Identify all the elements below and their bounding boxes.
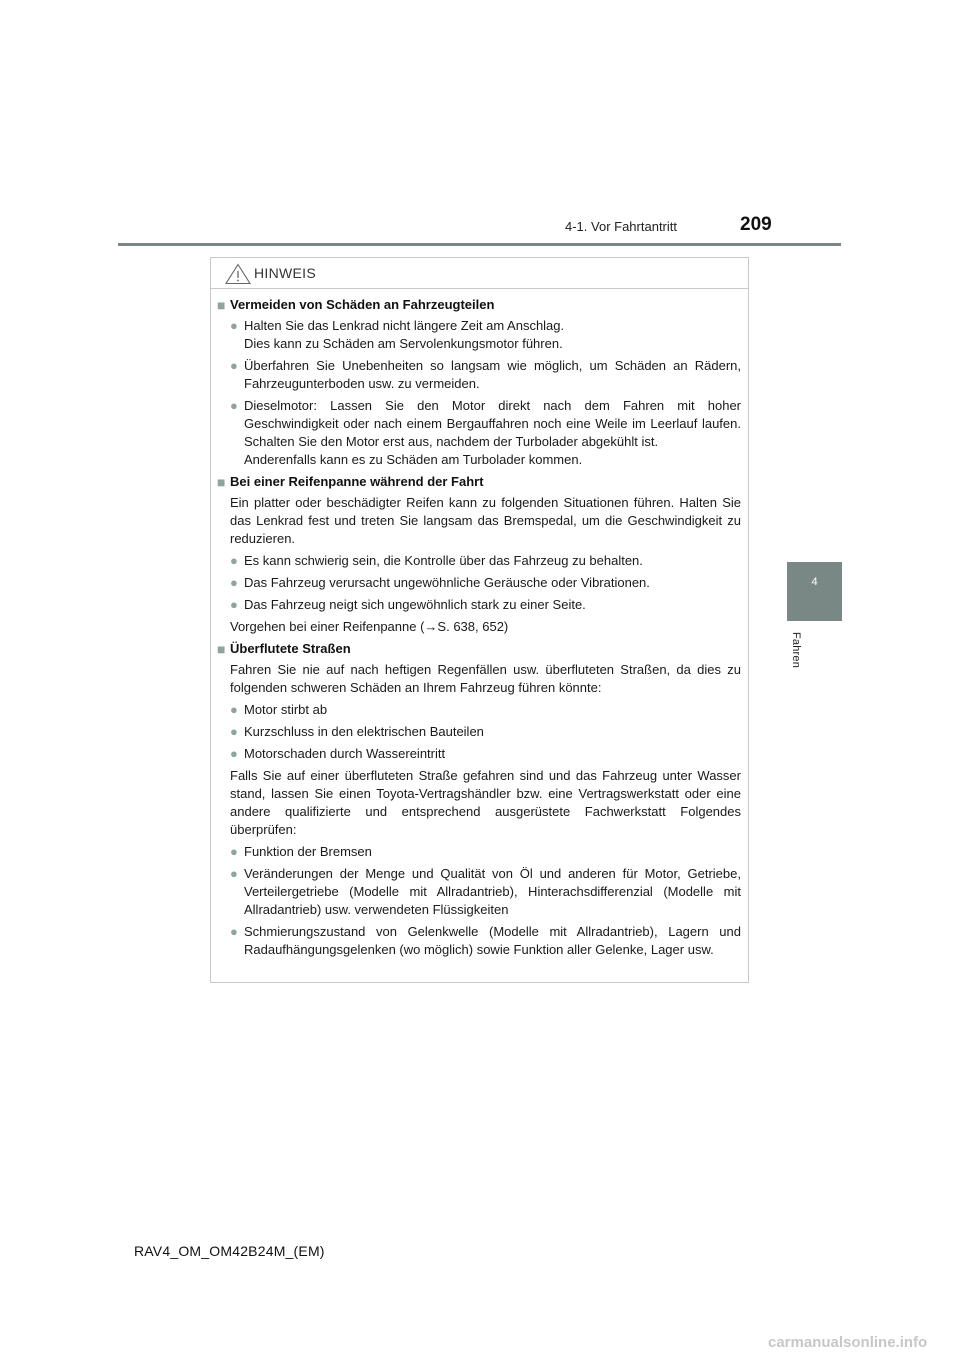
watermark: carmanualsonline.info <box>768 1334 928 1351</box>
paragraph: Falls Sie auf einer überfluteten Straße gefahren sind und das Fahrzeug unter Wasser stand, lassen Sie einen Toyota-Vertragshändler bzw. eine Vertragswerkstatt oder eine andere qualifizierte und entsprechend ausgerüstete Fachwerkstatt Folgendes überprüfen: <box>230 768 741 837</box>
section-title: 4-1. Vor Fahrtantritt <box>565 219 677 234</box>
list-item: ● Motor stirbt ab <box>230 702 328 717</box>
list-item: ● Motorschaden durch Wassereintritt <box>230 746 446 761</box>
section-heading: ■ Vermeiden von Schäden an Fahrzeugteilen <box>217 297 495 313</box>
paragraph: Fahren Sie nie auf nach heftigen Regenfällen usw. überfluteten Straßen, da dies zu folgenden schweren Schäden an Ihrem Fahrzeug führen könnte: <box>230 662 741 695</box>
list-item: ● Das Fahrzeug neigt sich ungewöhnlich stark zu einer Seite. <box>230 597 586 612</box>
section-heading: ■ Überflutete Straßen <box>217 641 351 657</box>
list-item: ● Schmierungszustand von Gelenkwelle (Modelle mit Allradantrieb), Lagern und Radaufhängungsgelenken (wo möglich) sowie Funktion aller Gelenke, Lager usw. <box>230 924 741 957</box>
dot-bullet-icon: ● <box>230 318 238 333</box>
list-item: ● Überfahren Sie Unebenheiten so langsam wie möglich, um Schäden an Rädern, Fahrzeugunterboden usw. zu vermeiden. <box>230 358 741 391</box>
list-item: ● Kurzschluss in den elektrischen Bauteilen <box>230 724 484 739</box>
dot-bullet-icon: ● <box>230 724 238 739</box>
dot-bullet-icon: ● <box>230 866 238 881</box>
square-bullet-icon: ■ <box>217 641 226 657</box>
model-code: RAV4_OM_OM42B24M_(EM) <box>134 1243 325 1259</box>
page-reference: Vorgehen bei einer Reifenpanne (→S. 638, 652) <box>230 619 509 634</box>
dot-bullet-icon: ● <box>230 924 238 939</box>
page-number: 209 <box>740 214 772 235</box>
list-item: ● Das Fahrzeug verursacht ungewöhnliche Geräusche oder Vibrationen. <box>230 575 650 590</box>
list-item: ● Dieselmotor: Lassen Sie den Motor direkt nach dem Fahren mit hoher Geschwindigkeit oder nach einem Bergauffahren noch eine Weile im Leerlauf laufen. Schalten Sie den Motor erst aus, nachdem der Turbolader abgekühlt ist. Anderenfalls kann es zu Schäden am Turbolader kommen. <box>230 398 741 467</box>
paragraph: Ein platter oder beschädigter Reifen kann zu folgenden Situationen führen. Halten Sie das Lenkrad fest und treten Sie langsam das Bremspedal, um die Geschwindigkeit zu reduzieren. <box>230 495 741 546</box>
dot-bullet-icon: ● <box>230 746 238 761</box>
dot-bullet-icon: ● <box>230 398 238 413</box>
dot-bullet-icon: ● <box>230 597 238 612</box>
dot-bullet-icon: ● <box>230 358 238 373</box>
list-item: ● Halten Sie das Lenkrad nicht längere Zeit am Anschlag. Dies kann zu Schäden am Servolenkungsmotor führen. <box>230 318 565 351</box>
dot-bullet-icon: ● <box>230 575 238 590</box>
chapter-label: Fahren <box>790 632 802 669</box>
list-item: ● Es kann schwierig sein, die Kontrolle über das Fahrzeug zu behalten. <box>230 553 643 568</box>
notice-header <box>211 258 748 289</box>
warning-triangle-icon <box>225 263 251 285</box>
list-item: ● Veränderungen der Menge und Qualität von Öl und anderen für Motor, Getriebe, Verteilergetriebe (Modelle mit Allradantrieb), Hinterachsdifferenzial (Modelle mit Allradantrieb) usw. verwendeten Flüssigkeiten <box>230 866 741 917</box>
dot-bullet-icon: ● <box>230 844 238 859</box>
square-bullet-icon: ■ <box>217 297 226 313</box>
list-item: ● Funktion der Bremsen <box>230 844 372 859</box>
notice-box <box>210 257 749 983</box>
chapter-tab <box>787 562 842 621</box>
chapter-number: 4 <box>811 576 818 588</box>
notice-title: HINWEIS <box>254 265 316 281</box>
header-rule <box>118 243 841 246</box>
dot-bullet-icon: ● <box>230 702 238 717</box>
notice-body <box>211 289 748 959</box>
square-bullet-icon: ■ <box>217 474 226 490</box>
section-heading: ■ Bei einer Reifenpanne während der Fahrt <box>217 474 484 490</box>
dot-bullet-icon: ● <box>230 553 238 568</box>
